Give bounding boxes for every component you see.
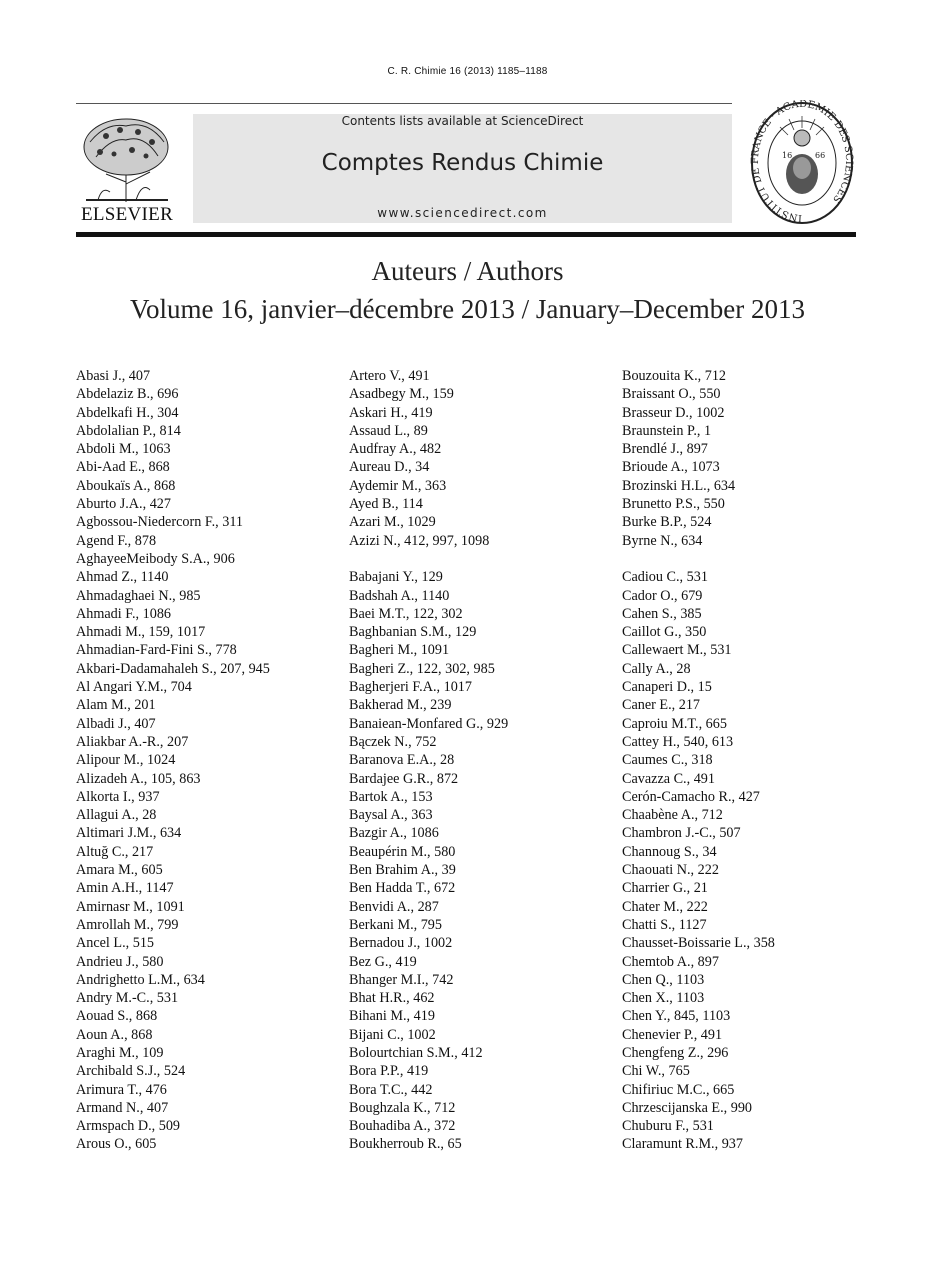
author-entry: Babajani Y., 129 [349, 569, 443, 586]
author-entry: Banaiean-Monfared G., 929 [349, 715, 509, 732]
author-entry: Aureau D., 34 [349, 459, 430, 476]
journal-citation: C. R. Chimie 16 (2013) 1185–1188 [387, 66, 548, 77]
author-entry: Chuburu F., 531 [622, 1118, 714, 1135]
author-entry: Bouhadiba A., 372 [349, 1118, 456, 1135]
author-entry: Bolourtchian S.M., 412 [349, 1044, 483, 1061]
author-entry: Chater M., 222 [622, 898, 708, 915]
author-entry: Baranova E.A., 28 [349, 752, 455, 769]
author-entry: Archibald S.J., 524 [76, 1063, 186, 1080]
journal-url: www.sciencedirect.com [377, 206, 548, 220]
author-entry: Arimura T., 476 [76, 1081, 167, 1098]
author-entry: Alkorta I., 937 [76, 788, 160, 805]
author-entry: Bez G., 419 [349, 953, 417, 970]
elsevier-logo [76, 112, 178, 224]
author-column-1 [76, 367, 338, 1154]
author-entry: Alizadeh A., 105, 863 [76, 770, 201, 787]
author-entry: Aouad S., 868 [76, 1008, 158, 1025]
author-entry: Andrighetto L.M., 634 [76, 971, 205, 988]
author-entry: Boughzala K., 712 [349, 1099, 456, 1116]
author-entry: AghayeeMeibody S.A., 906 [76, 550, 235, 567]
author-entry: Berkani M., 795 [349, 916, 442, 933]
author-entry: Asadbegy M., 159 [349, 386, 454, 403]
author-entry: Chaabène A., 712 [622, 807, 723, 824]
author-entry: Albadi J., 407 [76, 715, 156, 732]
author-entry: Brasseur D., 1002 [622, 404, 725, 421]
author-entry: Brunetto P.S., 550 [622, 496, 725, 513]
index-subtitle: Volume 16, janvier–décembre 2013 / January–December 2013 [129, 294, 806, 324]
author-entry: Askari H., 419 [349, 404, 433, 421]
seal-text: INSTITUT DE FRANCE · ACADÉMIE DES SCIENCES [750, 100, 855, 224]
author-entry: Bardajee G.R., 872 [349, 770, 459, 787]
author-entry: Cavazza C., 491 [622, 770, 715, 787]
author-entry: Brendlé J., 897 [622, 441, 708, 458]
author-entry: Bhat H.R., 462 [349, 990, 435, 1007]
author-entry: Bhanger M.I., 742 [349, 971, 454, 988]
author-entry: Burke B.P., 524 [622, 514, 712, 531]
author-entry: Akbari-Dadamahaleh S., 207, 945 [76, 660, 270, 677]
author-entry: Agbossou-Niedercorn F., 311 [76, 514, 243, 531]
elsevier-wordmark: ELSEVIER [80, 204, 174, 225]
author-entry: Ahmadi M., 159, 1017 [76, 624, 206, 641]
elsevier-tree-icon [76, 112, 178, 204]
author-entry: Ancel L., 515 [76, 935, 155, 952]
author-entry: Badshah A., 1140 [349, 587, 450, 604]
author-entry: Aliakbar A.-R., 207 [76, 733, 189, 750]
author-entry: Chifiriuc M.C., 665 [622, 1081, 735, 1098]
author-entry: Braunstein P., 1 [622, 422, 712, 439]
author-entry: Arous O., 605 [76, 1136, 157, 1153]
author-entry: Abasi J., 407 [76, 368, 151, 384]
author-entry: Azizi N., 412, 997, 1098 [349, 532, 490, 549]
author-entry: Brioude A., 1073 [622, 459, 720, 476]
author-entry: Aburto J.A., 427 [76, 496, 171, 513]
header-thick-rule [76, 232, 856, 237]
author-entry: Chi W., 765 [622, 1063, 690, 1080]
author-entry: Armand N., 407 [76, 1099, 169, 1116]
author-entry: Chen Y., 845, 1103 [622, 1008, 731, 1025]
author-entry: Chemtob A., 897 [622, 953, 719, 970]
author-column-3 [622, 367, 884, 1154]
author-entry: Alam M., 201 [76, 697, 156, 714]
author-entry: Amin A.H., 1147 [76, 880, 174, 897]
author-entry: Alipour M., 1024 [76, 752, 176, 769]
author-entry: Ahmadi F., 1086 [76, 605, 172, 622]
author-entry: Abdoli M., 1063 [76, 441, 171, 458]
author-entry: Chatti S., 1127 [622, 916, 707, 933]
author-entry: Andrieu J., 580 [76, 953, 164, 970]
author-entry: Baei M.T., 122, 302 [349, 605, 463, 622]
author-entry: Araghi M., 109 [76, 1044, 164, 1061]
author-entry: Beaupérin M., 580 [349, 843, 456, 860]
author-entry: Charrier G., 21 [622, 880, 708, 897]
author-entry: Artero V., 491 [349, 368, 430, 384]
author-entry: Amrollah M., 799 [76, 916, 179, 933]
author-entry: Abdolalian P., 814 [76, 422, 181, 439]
seal-year-left: 16 [782, 151, 793, 160]
author-entry: Canaperi D., 15 [622, 679, 712, 696]
academy-seal-icon [749, 100, 855, 226]
author-entry: Bouzouita K., 712 [622, 368, 727, 384]
author-entry: Assaud L., 89 [349, 422, 428, 439]
author-entry: Boukherroub R., 65 [349, 1136, 462, 1153]
author-entry: Callewaert M., 531 [622, 642, 732, 659]
journal-header-box [193, 114, 732, 223]
author-entry: Chrzescijanska E., 990 [622, 1099, 753, 1116]
author-entry: Ben Hadda T., 672 [349, 880, 456, 897]
author-entry: Aydemir M., 363 [349, 477, 447, 494]
author-entry: Ben Brahim A., 39 [349, 862, 456, 879]
author-entry: Channoug S., 34 [622, 843, 717, 860]
author-entry: Aoun A., 868 [76, 1026, 153, 1043]
author-entry: Caner E., 217 [622, 697, 701, 714]
author-entry: Claramunt R.M., 937 [622, 1136, 743, 1153]
author-entry: Bihani M., 419 [349, 1008, 435, 1025]
author-entry: Chen Q., 1103 [622, 971, 705, 988]
author-entry: Ahmadaghaei N., 985 [76, 587, 201, 604]
author-entry: Chengfeng Z., 296 [622, 1044, 729, 1061]
author-entry: Altuğ C., 217 [76, 843, 154, 860]
author-entry: Cador O., 679 [622, 587, 703, 604]
author-entry: Agend F., 878 [76, 532, 157, 549]
author-entry: Benvidi A., 287 [349, 898, 439, 915]
author-column-2 [349, 367, 611, 1154]
author-entry: Armspach D., 509 [76, 1118, 181, 1135]
author-entry: Bora P.P., 419 [349, 1063, 429, 1080]
author-entry: Bagherjeri F.A., 1017 [349, 679, 472, 696]
contents-availability: Contents lists available at ScienceDirect [341, 114, 584, 128]
author-entry: Caproiu M.T., 665 [622, 715, 727, 732]
author-entry: Bora T.C., 442 [349, 1081, 433, 1098]
author-entry: Ahmadian-Fard-Fini S., 778 [76, 642, 237, 659]
author-entry: Brozinski H.L., 634 [622, 477, 736, 494]
author-entry: Chenevier P., 491 [622, 1026, 723, 1043]
letter-group-gap [622, 550, 884, 568]
author-entry: Chausset-Boissarie L., 358 [622, 935, 775, 952]
academy-seal [749, 100, 855, 226]
author-entry: Cally A., 28 [622, 660, 691, 677]
author-entry: Andry M.-C., 531 [76, 990, 179, 1007]
author-entry: Cahen S., 385 [622, 605, 702, 622]
author-entry: Amara M., 605 [76, 862, 163, 879]
author-entry: Bagheri M., 1091 [349, 642, 450, 659]
letter-group-gap [349, 550, 611, 568]
author-entry: Abi-Aad E., 868 [76, 459, 170, 476]
author-entry: Chen X., 1103 [622, 990, 705, 1007]
author-entry: Bagheri Z., 122, 302, 985 [349, 660, 495, 677]
author-entry: Azari M., 1029 [349, 514, 436, 531]
seal-year-right: 66 [815, 151, 826, 160]
author-entry: Allagui A., 28 [76, 807, 157, 824]
journal-title: Comptes Rendus Chimie [321, 150, 604, 176]
index-title: Auteurs / Authors [371, 256, 564, 286]
author-entry: Al Angari Y.M., 704 [76, 679, 192, 696]
author-entry: Chambron J.-C., 507 [622, 825, 741, 842]
author-entry: Baysal A., 363 [349, 807, 433, 824]
author-entry: Cadiou C., 531 [622, 569, 708, 586]
author-entry: Abdelaziz B., 696 [76, 386, 179, 403]
author-entry: Chaouati N., 222 [622, 862, 719, 879]
author-entry: Bakherad M., 239 [349, 697, 452, 714]
author-entry: Bartok A., 153 [349, 788, 433, 805]
author-entry: Bączek N., 752 [349, 733, 437, 750]
author-entry: Byrne N., 634 [622, 532, 703, 549]
author-entry: Bijani C., 1002 [349, 1026, 436, 1043]
author-entry: Altimari J.M., 634 [76, 825, 182, 842]
author-entry: Audfray A., 482 [349, 441, 442, 458]
author-entry: Bernadou J., 1002 [349, 935, 453, 952]
author-entry: Abdelkafi H., 304 [76, 404, 179, 421]
author-entry: Caillot G., 350 [622, 624, 707, 641]
header-thin-rule [76, 103, 732, 104]
author-entry: Cerón-Camacho R., 427 [622, 788, 760, 805]
author-entry: Caumes C., 318 [622, 752, 713, 769]
author-entry: Baghbanian S.M., 129 [349, 624, 477, 641]
author-entry: Aboukaïs A., 868 [76, 477, 176, 494]
author-entry: Ahmad Z., 1140 [76, 569, 169, 586]
author-entry: Ayed B., 114 [349, 496, 423, 513]
author-entry: Braissant O., 550 [622, 386, 721, 403]
author-entry: Cattey H., 540, 613 [622, 733, 734, 750]
author-entry: Bazgir A., 1086 [349, 825, 439, 842]
author-entry: Amirnasr M., 1091 [76, 898, 185, 915]
